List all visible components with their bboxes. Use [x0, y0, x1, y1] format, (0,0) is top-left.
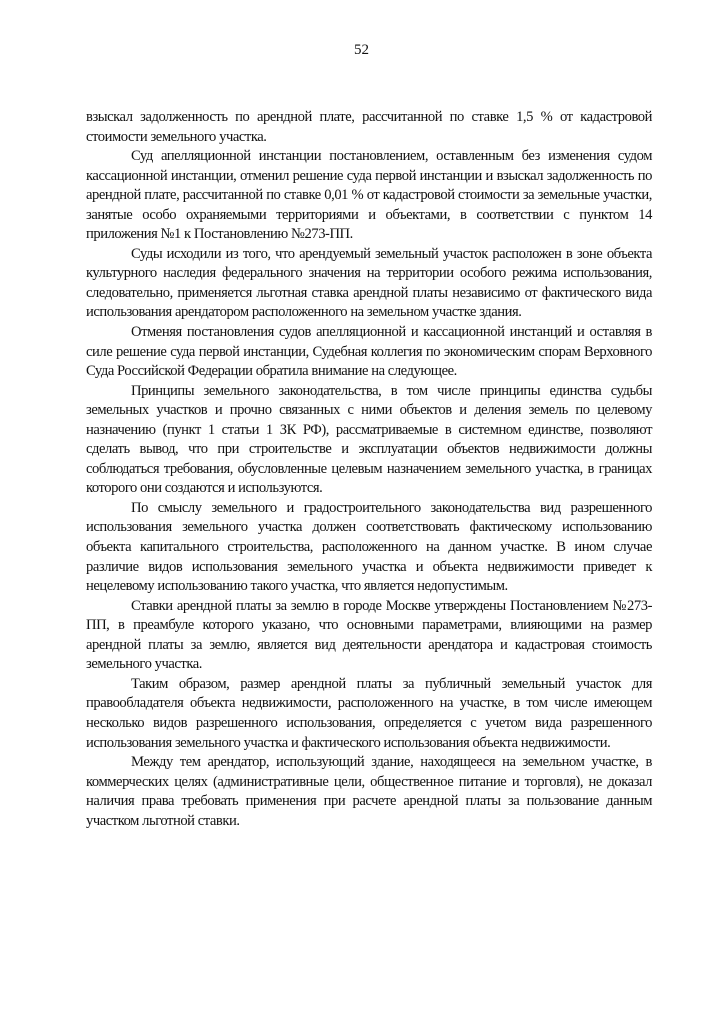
document-body	[86, 108, 652, 831]
paragraph-continuation: взыскал задолженность по арендной плате, рассчитанной по ставке 1,5 % от кадастровой стоимости земельного участка.	[86, 109, 652, 145]
paragraph-permitted-use: По смыслу земельного и градостроительного законодательства вид разрешенного использования земельного участка должен соответствовать фактическому использованию объекта капитального строительства, расположенного на данном участке. В ином случае различие видов использования земельного участка и объекта недвижимости приведет к нецелевому использованию такого участка, что является недопустимым.	[86, 499, 652, 595]
paragraph-supreme-court-attention: Отменяя постановления судов апелляционной и кассационной инстанций и оставляя в силе решение суда первой инстанции, Судебная коллегия по экономическим спорам Верховного Суда Российской Федерации обратила внимание на следующее.	[86, 324, 652, 380]
paragraph-rent-rates: Ставки арендной платы за землю в городе Москве утверждены Постановлением №273-ПП, в преамбуле которого указано, что основными параметрами, влияющими на размер арендной платы за землю, является вид деятельности арендатора и кадастровая стоимость земельного участка.	[86, 597, 652, 673]
paragraph-tenant-not-proven: Между тем арендатор, использующий здание, находящееся на земельном участке, в коммерческих целях (административные цели, общественное питание и торговля), не доказал наличия права требовать применения при расчете арендной платы за пользование данным участком льготной ставки.	[86, 754, 652, 829]
page-number: 52	[354, 42, 369, 58]
paragraph-appeal-ruling: Суд апелляционной инстанции постановлением, оставленным без изменения судом кассационной инстанции, отменил решение суда первой инстанции и взыскал задолженность по арендной плате, рассчитанной по ставке 0,01 % от кадастровой стоимости за земельные участки, занятые особо охраняемыми территориями и объектами, в соответствии с пунктом 14 приложения №1 к Постановлению №273-ПП.	[86, 148, 652, 243]
paragraph-courts-reasoning: Суды исходили из того, что арендуемый земельный участок расположен в зоне объекта культурного наследия федерального значения на территории особого режима использования, следовательно, применяется льготная ставка арендной платы независимо от фактического вида использования арендатором расположенного на земельном участке здания.	[86, 245, 652, 321]
paragraph-conclusion: Таким образом, размер арендной платы за публичный земельный участок для правообладателя объекта недвижимости, расположенного на участке, в том числе имеющем несколько видов разрешенного использования, определяется с учетом вида разрешенного использования земельного участка и фактического использования объекта недвижимости.	[86, 675, 652, 751]
paragraph-land-law-principles: Принципы земельного законодательства, в том числе принципы единства судьбы земельных участков и прочно связанных с ними объектов и деления земель по целевому назначению (пункт 1 статьи 1 ЗК РФ), рассматриваемые в системном единстве, позволяют сделать вывод, что при строительстве и эксплуатации объектов недвижимости должны соблюдаться требования, обусловленные целевым назначением земельного участка, в границах которого они создаются и используются.	[86, 382, 652, 497]
